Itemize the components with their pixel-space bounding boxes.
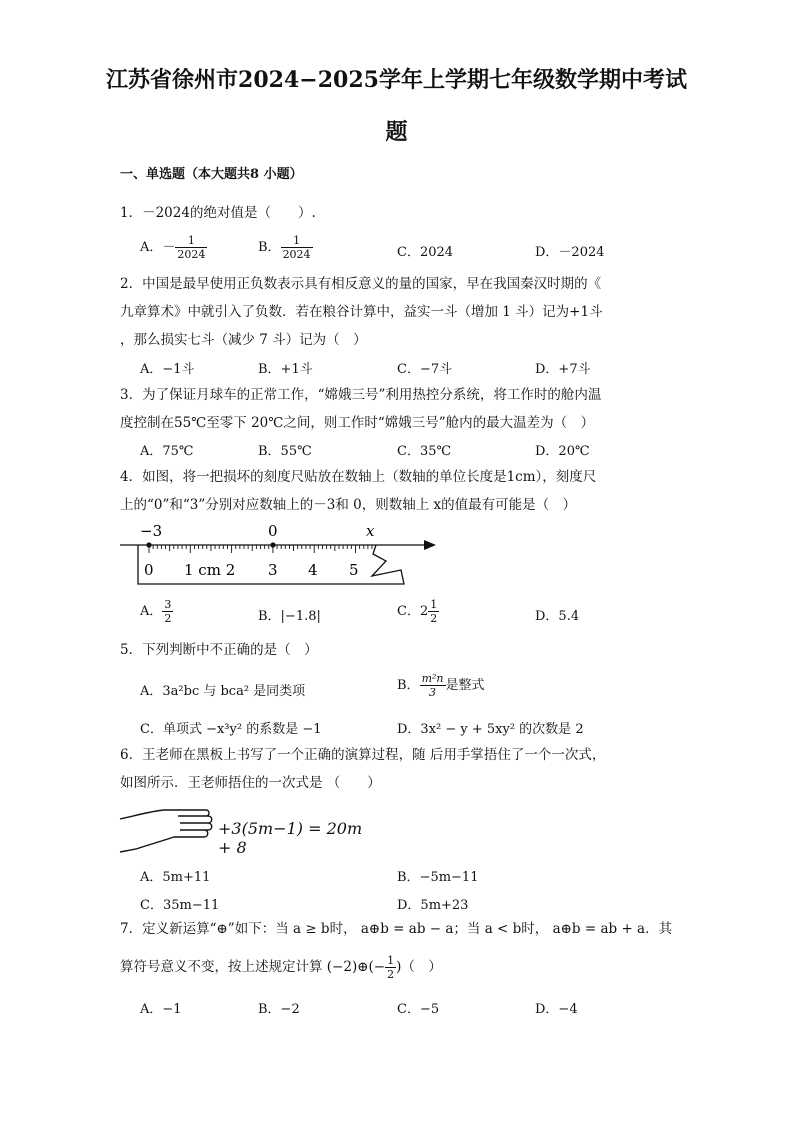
- ruler-mark-0: 0: [144, 561, 154, 579]
- q4-option-a: A． $\frac{3}{2}$: [140, 598, 172, 625]
- ruler-mark-3: 3: [268, 561, 278, 579]
- title-line-2: 题: [385, 119, 408, 145]
- q6-option-b: B．−5m−11: [397, 870, 479, 885]
- question-2-stem: 2．中国是最早使用正负数表示具有相反意义的量的国家，早在我国秦汉时期的《 九章算术》中就引入了负数．若在粮谷计算中，益实一斗（增加 1 斗）记为+1斗 ，那么损实七斗（减少 7 斗）记为（ ）: [120, 276, 603, 348]
- question-4-stem: 4．如图，将一把损坏的刻度尺贴放在数轴上（数轴的单位长度是1cm），刻度尺 上的“0”和“3”分别对应数轴上的－3和 0，则数轴上 x的值最有可能是（ ）: [120, 469, 597, 513]
- q6-option-a: A．5m+11: [140, 870, 211, 885]
- q2-option-d: D．+7斗: [535, 362, 591, 377]
- q7-option-a: A．−1: [140, 1002, 182, 1017]
- q7-option-c: C．−5: [397, 1002, 440, 1017]
- q1-option-a: A．－ $\frac{1}{2024}$: [140, 234, 206, 261]
- q1-option-c: C．2024: [397, 245, 454, 260]
- q2-option-b: B．+1斗: [258, 362, 313, 377]
- hand-icon: [118, 805, 213, 855]
- q4-option-c: C．2 $\frac{1}{2}$: [397, 598, 438, 625]
- section-heading: 一、单选题（本大题共8 小题）: [120, 167, 303, 182]
- q7-option-b: B．−2: [258, 1002, 300, 1017]
- axis-label-zero: 0: [268, 522, 278, 540]
- hand-equation-figure: [118, 805, 378, 855]
- ruler-number-line-figure: [118, 518, 443, 590]
- q5-option-b: B． $\frac{\text{m²n}}{3}$ 是整式: [397, 672, 485, 699]
- axis-label-x: x: [366, 522, 375, 540]
- q4-option-d: D．5.4: [535, 609, 580, 624]
- q3-option-b: B．55℃: [258, 444, 312, 459]
- title-line-1: 江苏省徐州市2024−2025学年上学期七年级数学期中考试: [106, 67, 687, 93]
- question-1-stem: 1．－2024的绝对值是（ ）.: [120, 205, 316, 221]
- question-5-stem: 5．下列判断中不正确的是（ ）: [120, 642, 318, 658]
- ruler-mark-1cm-2: 1 cm 2: [184, 561, 236, 579]
- q2-option-a: A．−1斗: [140, 362, 195, 377]
- q3-option-d: D．20℃: [535, 444, 590, 459]
- question-3-stem: 3．为了保证月球车的正常工作，“嫦娥三号”利用热控分系统，将工作时的舱内温 度控制在55℃至零下 20℃之间，则工作时“嫦娥三号”舱内的最大温差为（ ）: [120, 387, 602, 431]
- q5-option-a: A．3a²bc 与 bca² 是同类项: [140, 684, 306, 699]
- q3-option-c: C．35℃: [397, 444, 452, 459]
- equation-text: +3(5m−1) = 20m + 8: [218, 819, 363, 857]
- ruler-mark-4: 4: [308, 561, 318, 579]
- q7-option-d: D．−4: [535, 1002, 578, 1017]
- q4-option-b: B．|−1.8|: [258, 609, 321, 624]
- question-6-stem: 6．王老师在黑板上书写了一个正确的演算过程，随 后用手掌捂住了一个一次式， 如图所示．王老师捂住的一次式是 （ ）: [120, 747, 606, 791]
- axis-label-neg3: −3: [140, 522, 163, 540]
- page-title: [100, 58, 693, 154]
- q1-option-d: D．－2024: [535, 245, 605, 260]
- q6-option-c: C．35m−11: [140, 898, 220, 913]
- ruler-mark-5: 5: [349, 561, 359, 579]
- q1-option-b: B． $\frac{1}{2024}$: [258, 234, 311, 261]
- q5-option-c: C．单项式 −x³y² 的系数是 −1: [140, 722, 322, 737]
- question-7-stem: 7．定义新运算“⊕”如下：当 a ≥ b时， a⊕b = ab − a；当 a < b时， a⊕b = ab + a．其 算符号意义不变，按上述规定计算 (−2)⊕(− $\frac{1}{2}$ )（ ）: [120, 921, 673, 981]
- q6-option-d: D．5m+23: [397, 898, 469, 913]
- q2-option-c: C．−7斗: [397, 362, 453, 377]
- q5-option-d: D．3x² − y + 5xy² 的次数是 2: [397, 722, 584, 737]
- q3-option-a: A．75℃: [140, 444, 194, 459]
